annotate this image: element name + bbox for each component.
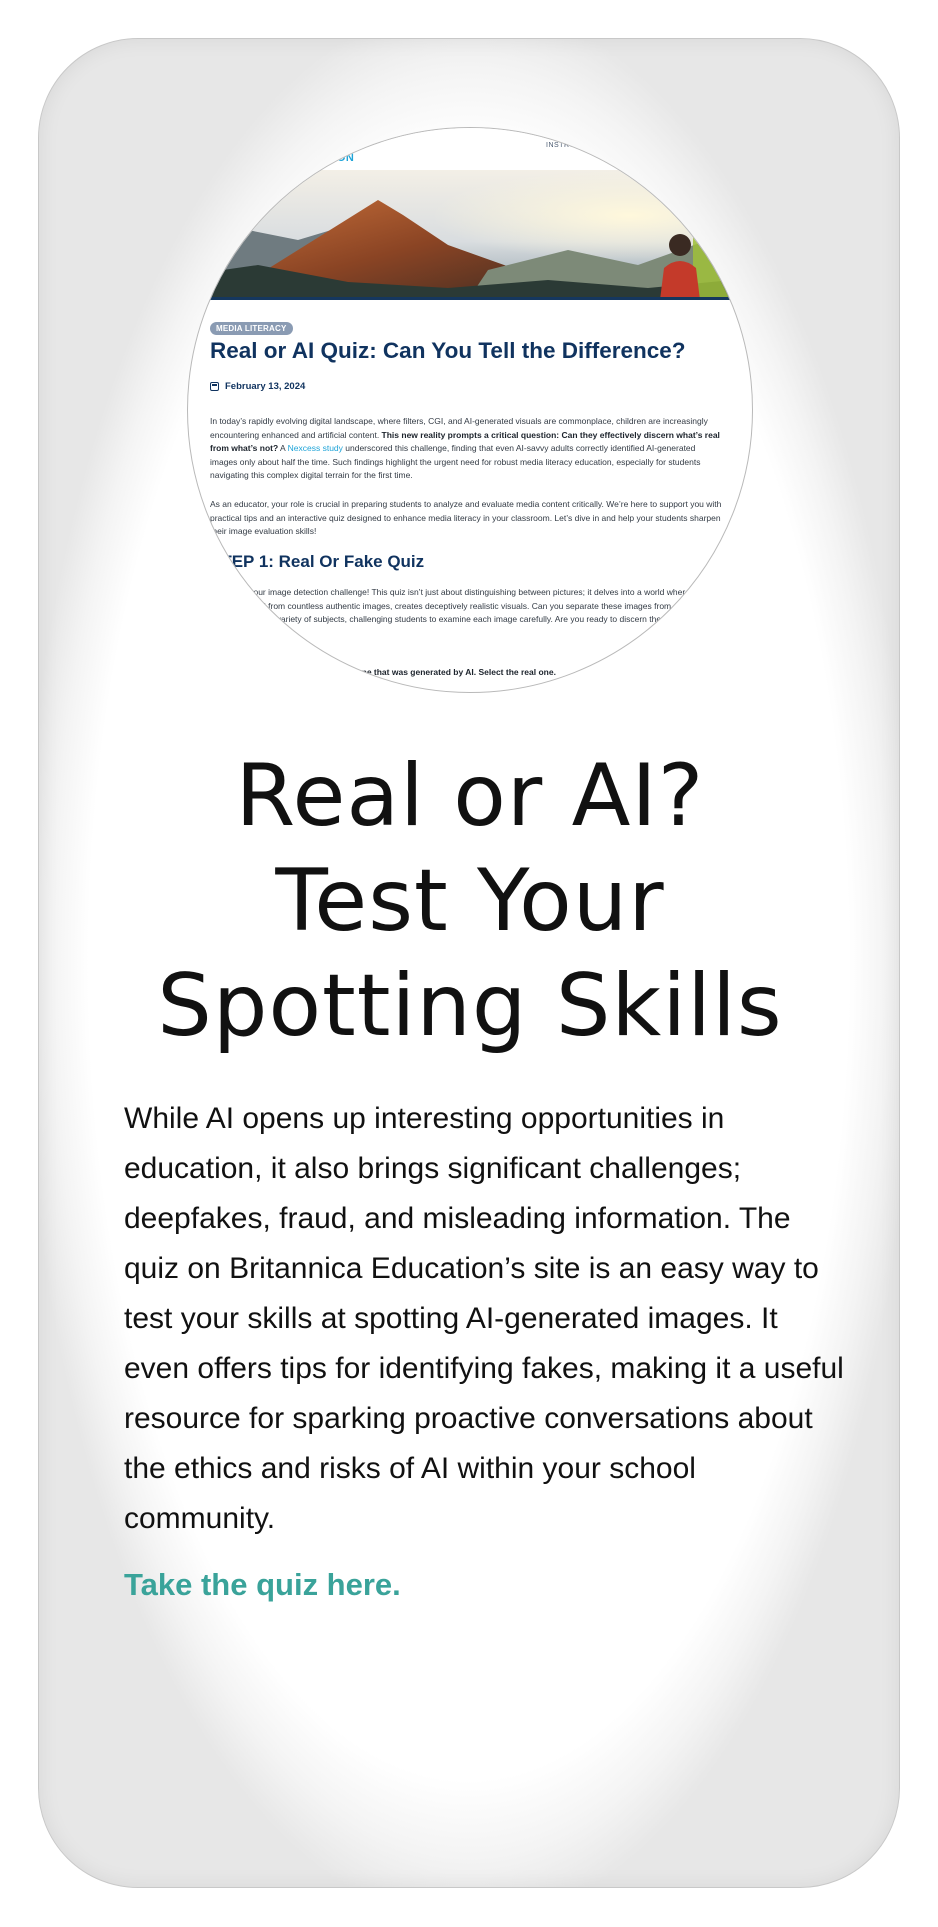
date-row <box>210 381 305 392</box>
category-badge: MEDIA LITERACY <box>210 322 293 335</box>
site-header <box>188 128 753 170</box>
brand-top-text: nnica <box>310 138 351 153</box>
intro-text-c: A <box>278 443 288 453</box>
promo-card <box>38 38 900 1888</box>
quiz-intro-paragraph: Ready for your image detection challenge! This quiz isn’t just about distinguishing between pictures; it delves into a world where AI, having learned from countless authentic images, creates deceptively realistic visuals. Can you separate these images from reality. Each question spans a variety of subjects, challenging students to examine each image carefully. Are you ready to discern the real from the fake? <box>210 587 720 638</box>
educator-paragraph: As an educator, your role is crucial in preparing students to analyze and evaluate media content critically. We’re here to support you with practical tips and an interactive quiz designed to enhance media literacy in your classroom. Let’s dive in and help your students sharpen their image evaluation skills! <box>210 499 722 536</box>
intro-text-d: underscored this challenge, finding that even AI-savvy adults correctly identified AI-generated images only about half the time. Such findings highlight the urgent need for robust media literacy education, especially for students navigating this complex digital terrain for the first time. <box>210 443 701 480</box>
article-title: Real or AI Quiz: Can You Tell the Difference? <box>210 338 686 363</box>
brand-sub-text: CATION <box>310 152 355 164</box>
nexcess-study-link[interactable]: Nexcess study <box>287 443 343 453</box>
hero-image <box>188 170 753 300</box>
intro-text-a: In today’s rapidly evolving digital landscape, where filters, CGI, and AI-generated visuals are commonplace, children are increasingly encountering enhanced and artificial content. <box>210 416 708 440</box>
publish-date: February 13, 2024 <box>225 381 306 392</box>
mountain-hiker-illustration <box>188 170 753 300</box>
nav-link: INSTRU <box>546 142 576 149</box>
body-copy: While AI opens up interesting opportunities in education, it also brings significant challenges; deepfakes, fraud, and misleading information. The quiz on Britannica Education’s site is an easy way to test your skills at spotting AI-generated images. It even offers tips for identifying fakes, making it a useful resource for sparking proactive conversations about the ethics and risks of AI within your school community. <box>124 1102 844 1535</box>
take-quiz-link[interactable]: Take the quiz here. <box>124 1567 401 1602</box>
headline-line-3: Spotting Skills <box>157 956 783 1056</box>
quiz-instruction: Each question has a real image and one that was generated by AI. Select the real one. <box>210 667 556 677</box>
step-heading: STEP 1: Real Or Fake Quiz <box>210 552 425 571</box>
intro-paragraph <box>210 415 725 483</box>
article-screenshot-thumbnail <box>187 127 753 693</box>
headline-line-2: Test Your <box>275 851 665 951</box>
britannica-logo <box>310 140 354 164</box>
intro-text-bold: This new reality prompts a critical question: Can they effectively discern what’s real from what’s not? <box>210 429 720 453</box>
headline-line-1: Real or AI? <box>235 746 705 846</box>
calendar-icon <box>210 382 219 391</box>
